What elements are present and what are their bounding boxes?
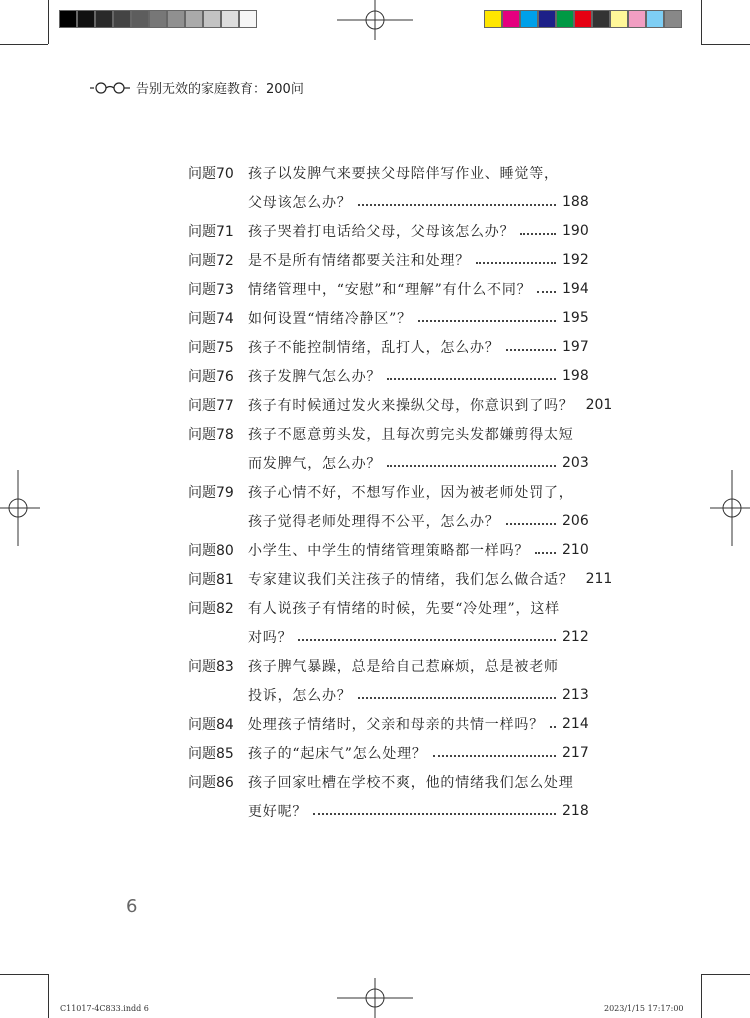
toc-page-number: 188: [562, 193, 589, 210]
toc-line: [188, 767, 588, 796]
toc-question-text: 孩子的“起床气”怎么处理？: [248, 745, 427, 762]
gray-swatch: [95, 10, 113, 28]
toc-line: [188, 709, 588, 738]
toc-question-number: 问题84: [188, 716, 234, 733]
gray-swatch: [77, 10, 95, 28]
color-swatch: [664, 10, 682, 28]
toc-question-text: 情绪管理中，“安慰”和“理解”有什么不同？: [248, 281, 532, 298]
toc-page-number: 212: [562, 628, 589, 645]
toc-entry[interactable]: [188, 477, 588, 535]
color-swatch: [592, 10, 610, 28]
color-swatch: [502, 10, 520, 28]
toc-question-number: 问题71: [188, 223, 234, 240]
toc-line: [188, 796, 588, 825]
gray-swatch: [239, 10, 257, 28]
toc-question-number: 问题82: [188, 600, 234, 617]
toc-page-number: 195: [562, 309, 589, 326]
toc-question-number: 问题77: [188, 397, 234, 414]
toc-page-number: 201: [585, 396, 613, 413]
toc-line: [188, 477, 588, 506]
toc-question-number: 问题76: [188, 368, 234, 385]
toc-leader-dots: [358, 203, 556, 206]
toc-question-text: 孩子不愿意剪头发，且每次剪完头发都嫌剪得太短: [248, 426, 574, 443]
toc-line: [188, 622, 588, 651]
toc-question-text: 孩子回家吐槽在学校不爽，他的情绪我们怎么处理: [248, 774, 574, 791]
toc-leader-dots: [476, 261, 556, 264]
color-swatch: [538, 10, 556, 28]
toc-question-text: 孩子以发脾气来要挟父母陪伴写作业、睡觉等，: [248, 165, 559, 182]
toc-entry[interactable]: [188, 564, 613, 593]
toc-page-number: 213: [562, 686, 589, 703]
toc-line: [188, 274, 588, 303]
toc-leader-dots: [506, 522, 556, 525]
toc-question-number: 问题70: [188, 165, 234, 182]
toc-question-number: 问题79: [188, 484, 234, 501]
toc-question-text: 孩子觉得老师处理得不公平，怎么办？: [248, 513, 500, 530]
registration-mark-bottom: [337, 978, 413, 1018]
slug-timestamp: 2023/1/15 17:17:00: [604, 1004, 684, 1013]
toc-question-text: 是不是所有情绪都要关注和处理？: [248, 252, 470, 269]
toc-leader-dots: [358, 696, 556, 699]
toc-entry[interactable]: [188, 245, 588, 274]
toc-line: [188, 332, 588, 361]
page-number: 6: [126, 896, 138, 917]
toc-entry[interactable]: [188, 651, 588, 709]
toc-question-number: 问题73: [188, 281, 234, 298]
toc-entry[interactable]: [188, 738, 588, 767]
toc-line: [188, 187, 588, 216]
toc-page-number: 203: [562, 454, 589, 471]
toc-line: [188, 651, 588, 680]
toc-leader-dots: [520, 232, 556, 235]
toc-page-number: 190: [562, 222, 589, 239]
toc-question-text: 处理孩子情绪时，父亲和母亲的共情一样吗？: [248, 716, 544, 733]
toc-question-number: 问题72: [188, 252, 234, 269]
toc-leader-dots: [506, 348, 556, 351]
toc-line: [188, 303, 588, 332]
gray-swatch: [203, 10, 221, 28]
toc-entry[interactable]: [188, 216, 588, 245]
registration-mark-top: [337, 0, 413, 40]
toc-entry[interactable]: [188, 361, 588, 390]
toc-entry[interactable]: [188, 709, 588, 738]
toc-question-number: 问题78: [188, 426, 234, 443]
toc-question-number: 问题86: [188, 774, 234, 791]
toc-question-number: 问题85: [188, 745, 234, 762]
book-title: 告别无效的家庭教育：200问: [136, 82, 304, 97]
toc-question-text: 孩子有时候通过发火来操纵父母，你意识到了吗？: [248, 397, 574, 414]
toc-page-number: 206: [562, 512, 589, 529]
toc-page-number: 218: [562, 802, 589, 819]
toc-entry[interactable]: [188, 593, 588, 651]
gray-swatch: [149, 10, 167, 28]
toc-question-text: 如何设置“情绪冷静区”？: [248, 310, 412, 327]
toc-entry[interactable]: [188, 767, 588, 825]
toc-question-text: 孩子发脾气怎么办？: [248, 368, 382, 385]
toc-question-text: 投诉，怎么办？: [248, 687, 352, 704]
toc-question-text: 更好呢？: [248, 803, 308, 820]
toc-question-text: 孩子不能控制情绪，乱打人，怎么办？: [248, 339, 500, 356]
toc-line: [188, 216, 588, 245]
toc-leader-dots: [298, 638, 556, 641]
registration-mark-left: [0, 470, 40, 546]
color-swatch: [628, 10, 646, 28]
toc-page-number: 214: [562, 715, 589, 732]
gray-swatch: [131, 10, 149, 28]
toc-line: [188, 593, 588, 622]
toc-line: [188, 448, 588, 477]
toc-page-number: 210: [562, 541, 589, 558]
color-swatch: [646, 10, 664, 28]
toc-line: [188, 361, 588, 390]
toc-entry[interactable]: [188, 535, 588, 564]
toc-page-number: 217: [562, 744, 589, 761]
toc-entry[interactable]: [188, 419, 588, 477]
toc-leader-dots: [433, 754, 556, 757]
toc-line: [188, 419, 588, 448]
toc-question-number: 问题83: [188, 658, 234, 675]
grayscale-calibration-bar: [59, 10, 257, 28]
table-of-contents: [188, 158, 613, 825]
color-swatch: [520, 10, 538, 28]
color-swatch: [484, 10, 502, 28]
glasses-icon: [90, 82, 130, 94]
toc-leader-dots: [313, 812, 556, 815]
toc-question-number: 问题81: [188, 571, 234, 588]
toc-line: [188, 535, 588, 564]
toc-page-number: 197: [562, 338, 589, 355]
toc-entry[interactable]: [188, 332, 588, 361]
toc-question-text: 而发脾气，怎么办？: [248, 455, 382, 472]
toc-question-number: 问题75: [188, 339, 234, 356]
toc-question-text: 孩子脾气暴躁，总是给自己惹麻烦，总是被老师: [248, 658, 559, 675]
toc-question-text: 孩子哭着打电话给父母，父母该怎么办？: [248, 223, 515, 240]
toc-leader-dots: [418, 319, 556, 322]
toc-line: [188, 738, 588, 767]
toc-question-text: 父母该怎么办？: [248, 194, 352, 211]
gray-swatch: [113, 10, 131, 28]
color-swatch: [574, 10, 592, 28]
gray-swatch: [59, 10, 77, 28]
toc-question-number: 问题80: [188, 542, 234, 559]
toc-leader-dots: [387, 464, 556, 467]
registration-mark-right: [710, 470, 750, 546]
slug-file-name: C11017-4C833.indd 6: [60, 1004, 149, 1013]
toc-entry[interactable]: [188, 274, 588, 303]
gray-swatch: [185, 10, 203, 28]
toc-question-text: 小学生、中学生的情绪管理策略都一样吗？: [248, 542, 530, 559]
toc-question-text: 孩子心情不好，不想写作业，因为被老师处罚了，: [248, 484, 574, 501]
toc-line: [188, 158, 588, 187]
toc-line: [188, 506, 588, 535]
toc-leader-dots: [535, 551, 556, 554]
toc-entry[interactable]: [188, 158, 588, 216]
running-header: [90, 78, 304, 97]
color-calibration-bar: [484, 10, 682, 28]
toc-question-number: 问题74: [188, 310, 234, 327]
toc-question-text: 有人说孩子有情绪的时候，先要“冷处理”，这样: [248, 600, 560, 617]
toc-page-number: 211: [585, 570, 613, 587]
toc-line: [188, 680, 588, 709]
toc-line: [188, 390, 613, 419]
toc-page-number: 198: [562, 367, 589, 384]
color-swatch: [610, 10, 628, 28]
toc-page-number: 194: [562, 280, 589, 297]
toc-question-text: 专家建议我们关注孩子的情绪，我们怎么做合适？: [248, 571, 574, 588]
color-swatch: [556, 10, 574, 28]
toc-entry[interactable]: [188, 303, 588, 332]
toc-line: [188, 245, 588, 274]
toc-leader-dots: [387, 377, 556, 380]
gray-swatch: [221, 10, 239, 28]
toc-leader-dots: [550, 725, 556, 728]
toc-line: [188, 564, 613, 593]
toc-question-text: 对吗？: [248, 629, 293, 646]
toc-leader-dots: [537, 290, 556, 293]
gray-swatch: [167, 10, 185, 28]
toc-page-number: 192: [562, 251, 589, 268]
toc-entry[interactable]: [188, 390, 613, 419]
